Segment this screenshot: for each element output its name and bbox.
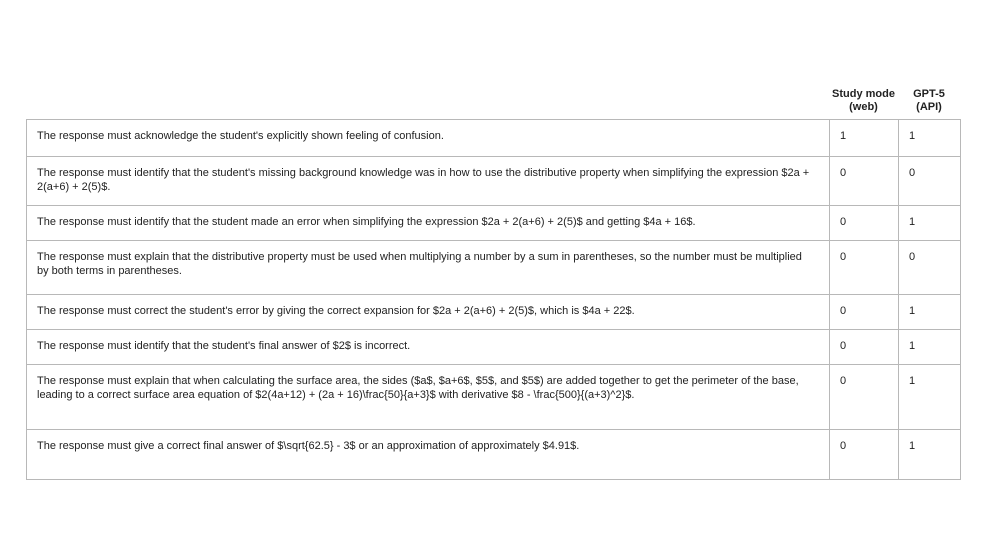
criterion-cell: The response must acknowledge the student's explicitly shown feeling of confusion. (27, 120, 830, 157)
gpt5-score-cell: 1 (899, 365, 961, 430)
rubric-table (26, 119, 961, 480)
study-mode-score-cell: 0 (830, 365, 899, 430)
column-header-study-mode (829, 88, 898, 114)
table-row (27, 120, 961, 157)
study-mode-score-cell: 0 (830, 157, 899, 206)
table-row (27, 330, 961, 365)
gpt5-score-cell: 0 (899, 157, 961, 206)
criterion-cell: The response must identify that the student's final answer of $2$ is incorrect. (27, 330, 830, 365)
criterion-cell: The response must give a correct final answer of $\sqrt{62.5} - 3$ or an approximation of approximately $4.91$. (27, 430, 830, 480)
column-header-study-mode-line2: (web) (849, 101, 878, 113)
criterion-cell: The response must identify that the student's missing background knowledge was in how to use the distributive property when simplifying the expression $2a + 2(a+6) + 2(5)$. (27, 157, 830, 206)
table-row (27, 430, 961, 480)
column-header-gpt5-line2: (API) (916, 101, 942, 113)
gpt5-score-cell: 1 (899, 295, 961, 330)
table-row (27, 365, 961, 430)
criterion-cell: The response must correct the student's error by giving the correct expansion for $2a + 2(a+6) + 2(5)$, which is $4a + 22$. (27, 295, 830, 330)
table-row (27, 206, 961, 241)
study-mode-score-cell: 0 (830, 206, 899, 241)
study-mode-score-cell: 0 (830, 295, 899, 330)
table-row (27, 241, 961, 295)
column-header-gpt5 (898, 88, 960, 114)
study-mode-score-cell: 0 (830, 241, 899, 295)
criterion-cell: The response must explain that the distributive property must be used when multiplying a number by a sum in parentheses, so the number must be multiplied by both terms in parentheses. (27, 241, 830, 295)
gpt5-score-cell: 1 (899, 206, 961, 241)
criterion-cell: The response must identify that the student made an error when simplifying the expression $2a + 2(a+6) + 2(5)$ and getting $4a + 16$. (27, 206, 830, 241)
table-row (27, 295, 961, 330)
study-mode-score-cell: 0 (830, 330, 899, 365)
study-mode-score-cell: 1 (830, 120, 899, 157)
criterion-cell: The response must explain that when calculating the surface area, the sides ($a$, $a+6$, $5$, and $5$) are added together to get the perimeter of the base, leading to a correct surface area equation of $2(4a+12) + (2a + 16)\frac{50}{a+3}$ with derivative $8 - \frac{500}{(a+3)^2}$. (27, 365, 830, 430)
study-mode-score-cell: 0 (830, 430, 899, 480)
gpt5-score-cell: 1 (899, 430, 961, 480)
gpt5-score-cell: 1 (899, 120, 961, 157)
gpt5-score-cell: 1 (899, 330, 961, 365)
column-header-study-mode-line1: Study mode (832, 88, 895, 100)
table-row (27, 157, 961, 206)
column-header-gpt5-line1: GPT-5 (913, 88, 945, 100)
gpt5-score-cell: 0 (899, 241, 961, 295)
